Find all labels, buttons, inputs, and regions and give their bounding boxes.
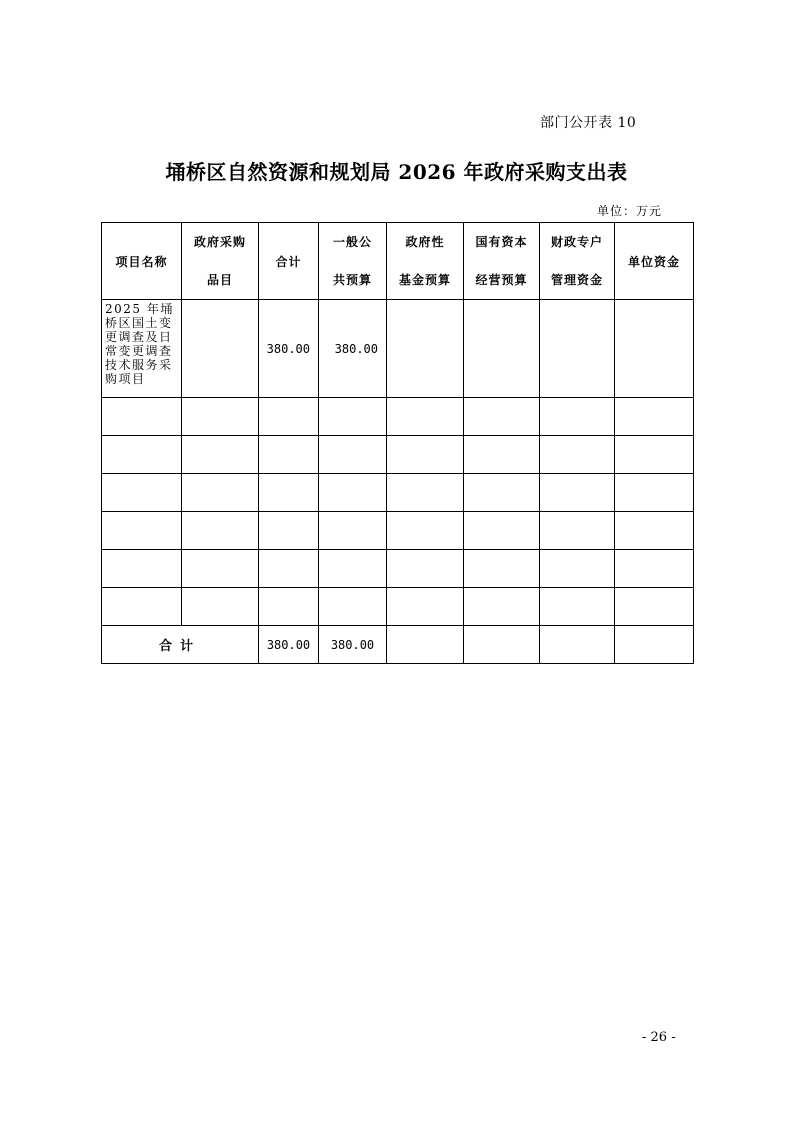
unit-label: 单位：万元 (597, 204, 663, 218)
header-procurement-item-line2: 品目 (206, 273, 233, 287)
cell-gov-fund (387, 300, 464, 398)
header-gov-fund-line1: 政府性 (405, 235, 445, 249)
empty-row (102, 474, 694, 512)
header-project-name: 项目名称 (102, 223, 182, 300)
header-state-capital-line2: 经营预算 (475, 273, 528, 287)
cell-total: 380.00 (259, 300, 319, 398)
procurement-table (101, 222, 694, 664)
empty-row (102, 398, 694, 436)
header-procurement-item (182, 223, 259, 300)
header-procurement-item-line1: 政府采购 (193, 235, 246, 249)
header-gov-fund-line2: 基金预算 (398, 273, 451, 287)
header-special-fund-line2: 管理资金 (550, 273, 603, 287)
empty-row (102, 550, 694, 588)
header-row (102, 223, 694, 300)
header-general-budget (319, 223, 387, 300)
empty-row (102, 512, 694, 550)
cell-project-name: 2025 年埇桥区国土变更调查及日常变更调查技术服务采购项目 (102, 300, 182, 398)
cell-general-budget: 380.00 (319, 300, 387, 398)
total-general-budget: 380.00 (319, 626, 387, 664)
table-row (102, 300, 694, 398)
form-number: 部门公开表 10 (540, 115, 637, 131)
header-state-capital (464, 223, 540, 300)
empty-row (102, 436, 694, 474)
cell-procurement-item (182, 300, 259, 398)
header-special-fund-line1: 财政专户 (550, 235, 603, 249)
header-unit-fund: 单位资金 (615, 223, 694, 300)
header-general-budget-line2: 共预算 (332, 273, 372, 287)
cell-unit-fund (615, 300, 694, 398)
total-label: 合计 (102, 626, 259, 664)
empty-row (102, 588, 694, 626)
page-number: - 26 - (642, 1030, 676, 1045)
cell-special-fund (540, 300, 615, 398)
header-general-budget-line1: 一般公 (332, 235, 372, 249)
header-total: 合计 (259, 223, 319, 300)
total-sum: 380.00 (259, 626, 319, 664)
header-state-capital-line1: 国有资本 (475, 235, 528, 249)
cell-state-capital (464, 300, 540, 398)
page-title: 埇桥区自然资源和规划局 2026 年政府采购支出表 (165, 160, 628, 184)
total-row (102, 626, 694, 664)
header-gov-fund (387, 223, 464, 300)
header-special-fund (540, 223, 615, 300)
